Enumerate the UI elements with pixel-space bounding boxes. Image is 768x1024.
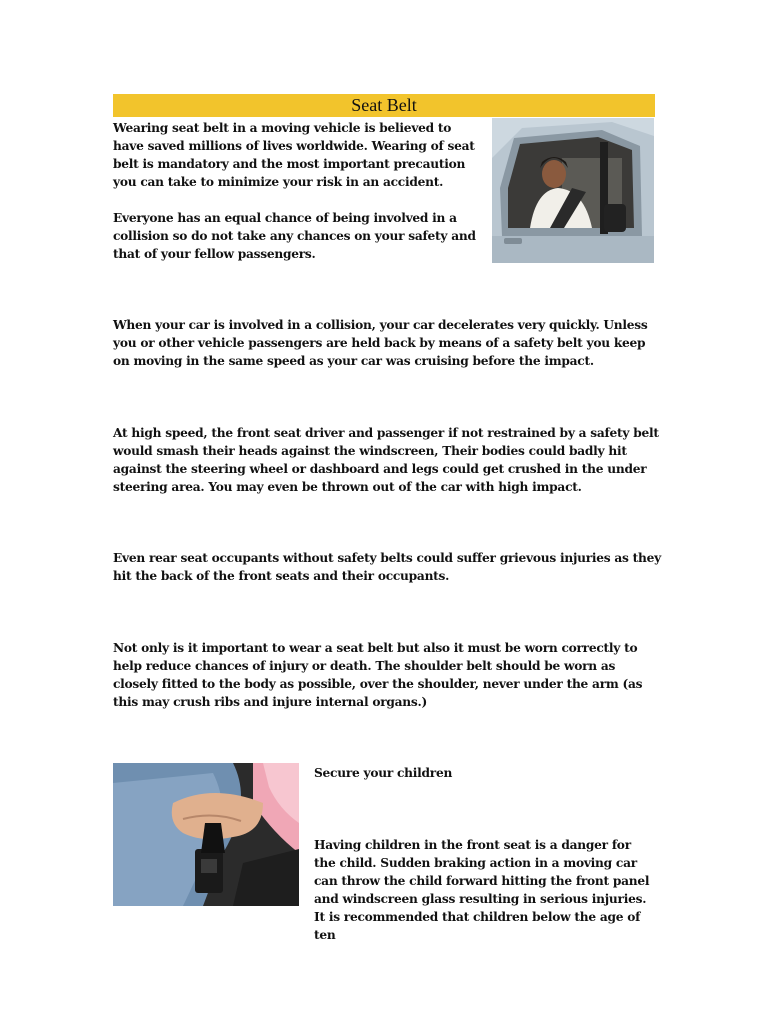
equal-chance-paragraph: Everyone has an equal chance of being involved in a collision so do not take any chances on your safety and that of your fellow passengers.: [113, 211, 476, 261]
intro-paragraph: Wearing seat belt in a moving vehicle is believed to have saved millions of lives worldwide. Wearing of seat belt is mandatory and the most important precaution you can take to minimize your risk in an accident.: [113, 121, 475, 189]
seat-belt-buckle-photo: [113, 763, 299, 906]
children-front-seat-paragraph: Having children in the front seat is a danger for the child. Sudden braking action in a moving car can throw the child forward hitting the front panel and windscreen glass resulting in serious injuries. It is recommended that children below the age of ten: [314, 838, 650, 942]
high-speed-paragraph: At high speed, the front seat driver and passenger if not restrained by a safety belt would smash their heads against the windscreen, Their bodies could badly hit against the steering wheel or dashboard and legs could get crushed in the under steering area. You may even be thrown out of the car with high impact.: [113, 426, 659, 494]
collision-paragraph: When your car is involved in a collision, your car decelerates very quickly. Unless you or other vehicle passengers are held back by means of a safety belt you keep on moving in the same speed as your car was cruising before the impact.: [113, 318, 648, 368]
wear-correctly-paragraph: Not only is it important to wear a seat belt but also it must be worn correctly to help reduce chances of injury or death. The shoulder belt should be worn as closely fitted to the body as possible, over the shoulder, never under the arm (as this may crush ribs and injure internal organs.): [113, 641, 643, 709]
secure-children-heading: Secure your children: [314, 766, 453, 780]
page-title: Seat Belt: [113, 94, 655, 117]
car-driver-photo: [492, 118, 654, 263]
rear-seat-paragraph: Even rear seat occupants without safety belts could suffer grievous injuries as they hit the back of the front seats and their occupants.: [113, 551, 661, 583]
